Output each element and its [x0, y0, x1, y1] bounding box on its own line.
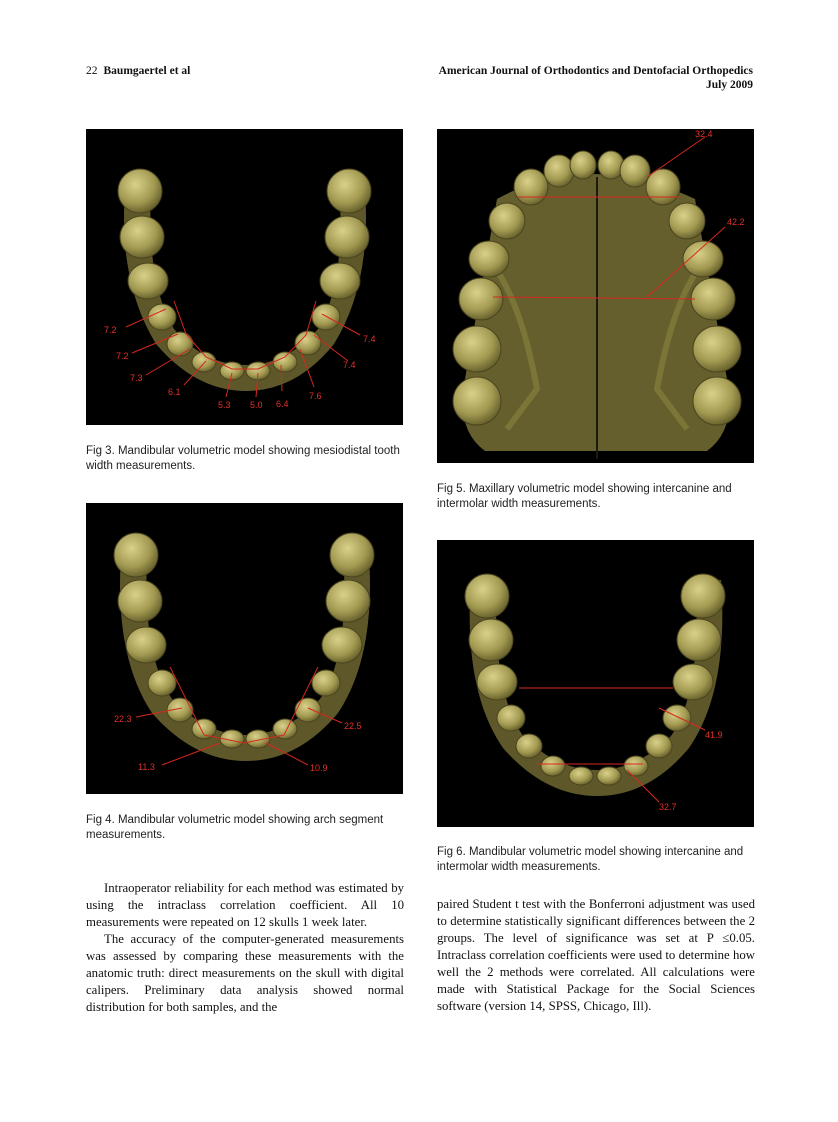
- fig5-label: 42.2: [727, 217, 745, 227]
- header-authors: Baumgaertel et al: [103, 65, 191, 77]
- fig6-label: 41.9: [705, 730, 723, 740]
- figure-3-caption: Fig 3. Mandibular volumetric model showing mesiodistal tooth width measurements.: [86, 445, 400, 472]
- body-column-right: [437, 896, 755, 1015]
- fig4-label: 22.5: [344, 721, 362, 731]
- body-column-left: [86, 880, 404, 1016]
- running-header-right: [439, 64, 753, 92]
- figure-5-caption: Fig 5. Maxillary volumetric model showing intercanine and intermolar width measurements.: [437, 483, 732, 510]
- header-issue-date: July 2009: [706, 79, 753, 91]
- running-header-left: [86, 64, 190, 78]
- teeth: [465, 574, 725, 785]
- teeth: [118, 169, 371, 380]
- paragraph: Intraoperator reliability for each method was estimated by using the intraclass correlation coefficient. All 10 measurements were repeated on 12 skulls 1 week later.: [86, 881, 404, 929]
- figure-6-mandible: [437, 540, 754, 827]
- fig3-label: 7.4: [363, 334, 376, 344]
- fig4-label: 10.9: [310, 763, 328, 773]
- fig3-label: 7.2: [116, 351, 129, 361]
- fig3-label: 5.3: [218, 400, 231, 410]
- fig4-label: 11.3: [138, 762, 155, 772]
- fig5-label: 32.4: [695, 129, 713, 139]
- fig3-label: 7.2: [104, 325, 117, 335]
- fig4-label: 22.3: [114, 714, 132, 724]
- fig3-label: 6.4: [276, 399, 289, 409]
- figure-3-image: [86, 129, 403, 425]
- fig3-label: 5.0: [250, 400, 263, 410]
- figure-6-image: [437, 540, 754, 827]
- paragraph: paired Student t test with the Bonferroni adjustment was used to determine statistically significant differences between the 2 groups. The level of significance was set at P ≤0.05. Intraclass correlation coefficients were used to determine how well the 2 methods were correlated. All calculations were made with Statistical Package for the Social Sciences software (version 14, SPSS, Chicago, Ill).: [437, 897, 755, 1013]
- fig3-label: 7.3: [130, 373, 143, 383]
- fig3-label: 7.6: [309, 391, 322, 401]
- figure-5-image: [437, 129, 754, 463]
- figure-4-caption: Fig 4. Mandibular volumetric model showing arch segment measurements.: [86, 814, 384, 841]
- fig3-label: 6.1: [168, 387, 181, 397]
- figure-3-mandible: [86, 129, 403, 425]
- page-number: 22: [86, 65, 98, 77]
- fig3-label: 7.4: [343, 360, 356, 370]
- fig6-label: 32.7: [659, 802, 677, 812]
- figure-4-mandible: [86, 503, 403, 794]
- paragraph: The accuracy of the computer-generated measurements was assessed by comparing these measurements with the anatomic truth: direct measurements on the skull with digital calipers. Preliminary data analysis showed normal distribution for both samples, and the: [86, 932, 404, 1014]
- header-journal: American Journal of Orthodontics and Dentofacial Orthopedics: [438, 65, 753, 77]
- figure-6-caption: Fig 6. Mandibular volumetric model showing intercanine and intermolar width measurements.: [437, 846, 744, 873]
- figure-5-maxilla: [437, 129, 754, 463]
- figure-4-image: [86, 503, 403, 794]
